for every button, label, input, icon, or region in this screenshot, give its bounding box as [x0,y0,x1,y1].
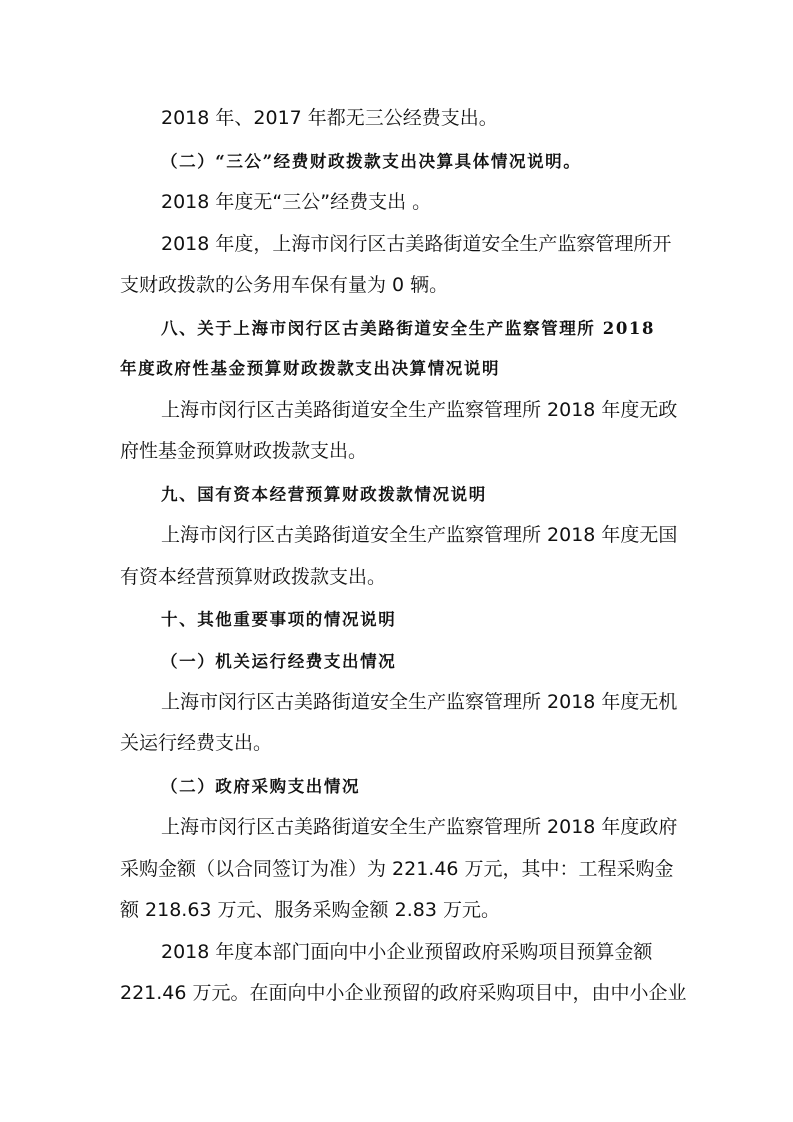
section-heading: 九、国有资本经营预算财政拨款情况说明 [161,485,487,504]
section-heading: 八、关于上海市闵行区古美路街道安全生产监察管理所 2018 [161,319,656,338]
paragraph-line: 2018 年、2017 年都无三公经费支出。 [161,107,498,129]
paragraph-line: 府性基金预算财政拨款支出。 [120,440,368,462]
paragraph-line: 采购金额（以合同签订为准）为 221.46 万元，其中：工程采购金 [120,858,674,880]
section-heading: 十、其他重要事项的情况说明 [161,610,397,629]
paragraph-line: 上海市闵行区古美路街道安全生产监察管理所 2018 年度无机 [161,691,678,713]
paragraph-line: 2018 年度无“三公”经费支出 。 [161,191,432,213]
paragraph-line: 221.46 万元。在面向中小企业预留的政府采购项目中，由中小企业 [120,982,687,1004]
paragraph-line: 上海市闵行区古美路街道安全生产监察管理所 2018 年度无国 [161,524,678,546]
paragraph-line: 上海市闵行区古美路街道安全生产监察管理所 2018 年度无政 [161,399,678,421]
paragraph-line: 支财政拨款的公务用车保有量为 0 辆。 [120,274,449,296]
subheading: （一）机关运行经费支出情况 [161,652,397,671]
paragraph-line: 额 218.63 万元、服务采购金额 2.83 万元。 [120,899,500,921]
paragraph-line: 2018 年度本部门面向中小企业预留政府采购项目预算金额 [161,941,653,963]
paragraph-line: 上海市闵行区古美路街道安全生产监察管理所 2018 年度政府 [161,816,678,838]
subheading: （二）“三公”经费财政拨款支出决算具体情况说明。 [161,152,582,171]
paragraph-line: 关运行经费支出。 [120,732,273,754]
paragraph-line: 有资本经营预算财政拨款支出。 [120,566,387,588]
paragraph-line: 2018 年度，上海市闵行区古美路街道安全生产监察管理所开 [161,233,672,255]
subheading: （二）政府采购支出情况 [161,777,361,796]
section-heading: 年度政府性基金预算财政拨款支出决算情况说明 [120,359,501,378]
